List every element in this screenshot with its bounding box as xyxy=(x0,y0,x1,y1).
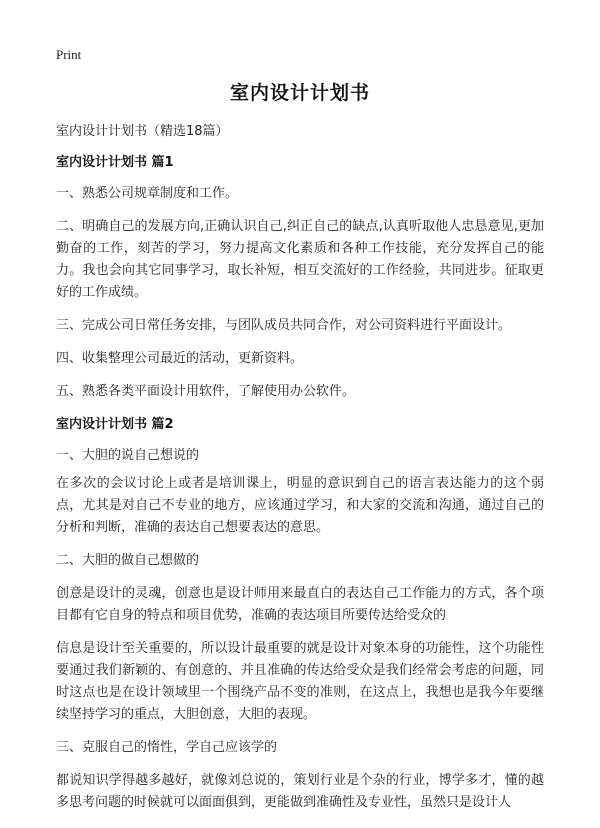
section-heading-2: 室内设计计划书 篇2 xyxy=(56,417,174,432)
subheading: 二、大胆的做自己想做的 xyxy=(56,553,200,568)
page-title: 室内设计计划书 xyxy=(229,82,370,104)
paragraph: 创意是设计的灵魂，创意也是设计师用来最直白的表达自己工作能力的方式，各个项目都有它自身的特点和项目优势，准确的表达项目所要传达给受众的 xyxy=(56,586,544,623)
paragraph: 信息是设计至关重要的，所以设计最重要的就是设计对象本身的功能性，这个功能性要通过我们新颖的、有创意的、并且准确的传达给受众是我们经常会考虑的问题，同时这点也是在设计领域里一个围绕产品不变的准则，在这点上，我想也是我今年要继续坚持学习的重点，大胆创意，大胆的表现。 xyxy=(56,641,544,722)
paragraph: 五、熟悉各类平面设计用软件，了解使用办公软件。 xyxy=(56,384,356,399)
paragraph: 二、明确自己的发展方向,正确认识自己,纠正自己的缺点,认真听取他人忠恳意见,更加勤奋的工作，刻苦的学习，努力提高文化素质和各种工作技能，充分发挥自己的能力。我也会向其它同事学习，取长补短，相互交流好的工作经验，共同进步。征取更好的工作成绩。 xyxy=(56,219,544,300)
paragraph: 在多次的会议讨论上或者是培训课上，明显的意识到自己的语言表达能力的这个弱点，尤其是对自己不专业的地方，应该通过学习，和大家的交流和沟通，通过自己的分析和判断，准确的表达自己想要表达的意思。 xyxy=(56,476,544,535)
paragraph: 一、熟悉公司规章制度和工作。 xyxy=(56,186,239,201)
subheading: 一、大胆的说自己想说的 xyxy=(56,448,200,463)
paragraph: 三、完成公司日常任务安排，与团队成员共同合作，对公司资料进行平面设计。 xyxy=(56,318,512,333)
document-subtitle: 室内设计计划书（精选18篇） xyxy=(56,124,229,139)
document-body xyxy=(56,121,544,825)
section-heading-1: 室内设计计划书 篇1 xyxy=(56,155,174,170)
subheading: 三、克服自己的惰性，学自己应该学的 xyxy=(56,740,278,755)
paragraph: 都说知识学得越多越好，就像刘总说的，策划行业是个杂的行业，博学多才，懂的越多思考问题的时候就可以面面俱到，更能做到准确性及专业性，虽然只是设计人 xyxy=(56,773,544,810)
paragraph: 四、收集整理公司最近的活动，更新资料。 xyxy=(56,351,304,366)
print-link[interactable]: Print xyxy=(56,47,82,62)
